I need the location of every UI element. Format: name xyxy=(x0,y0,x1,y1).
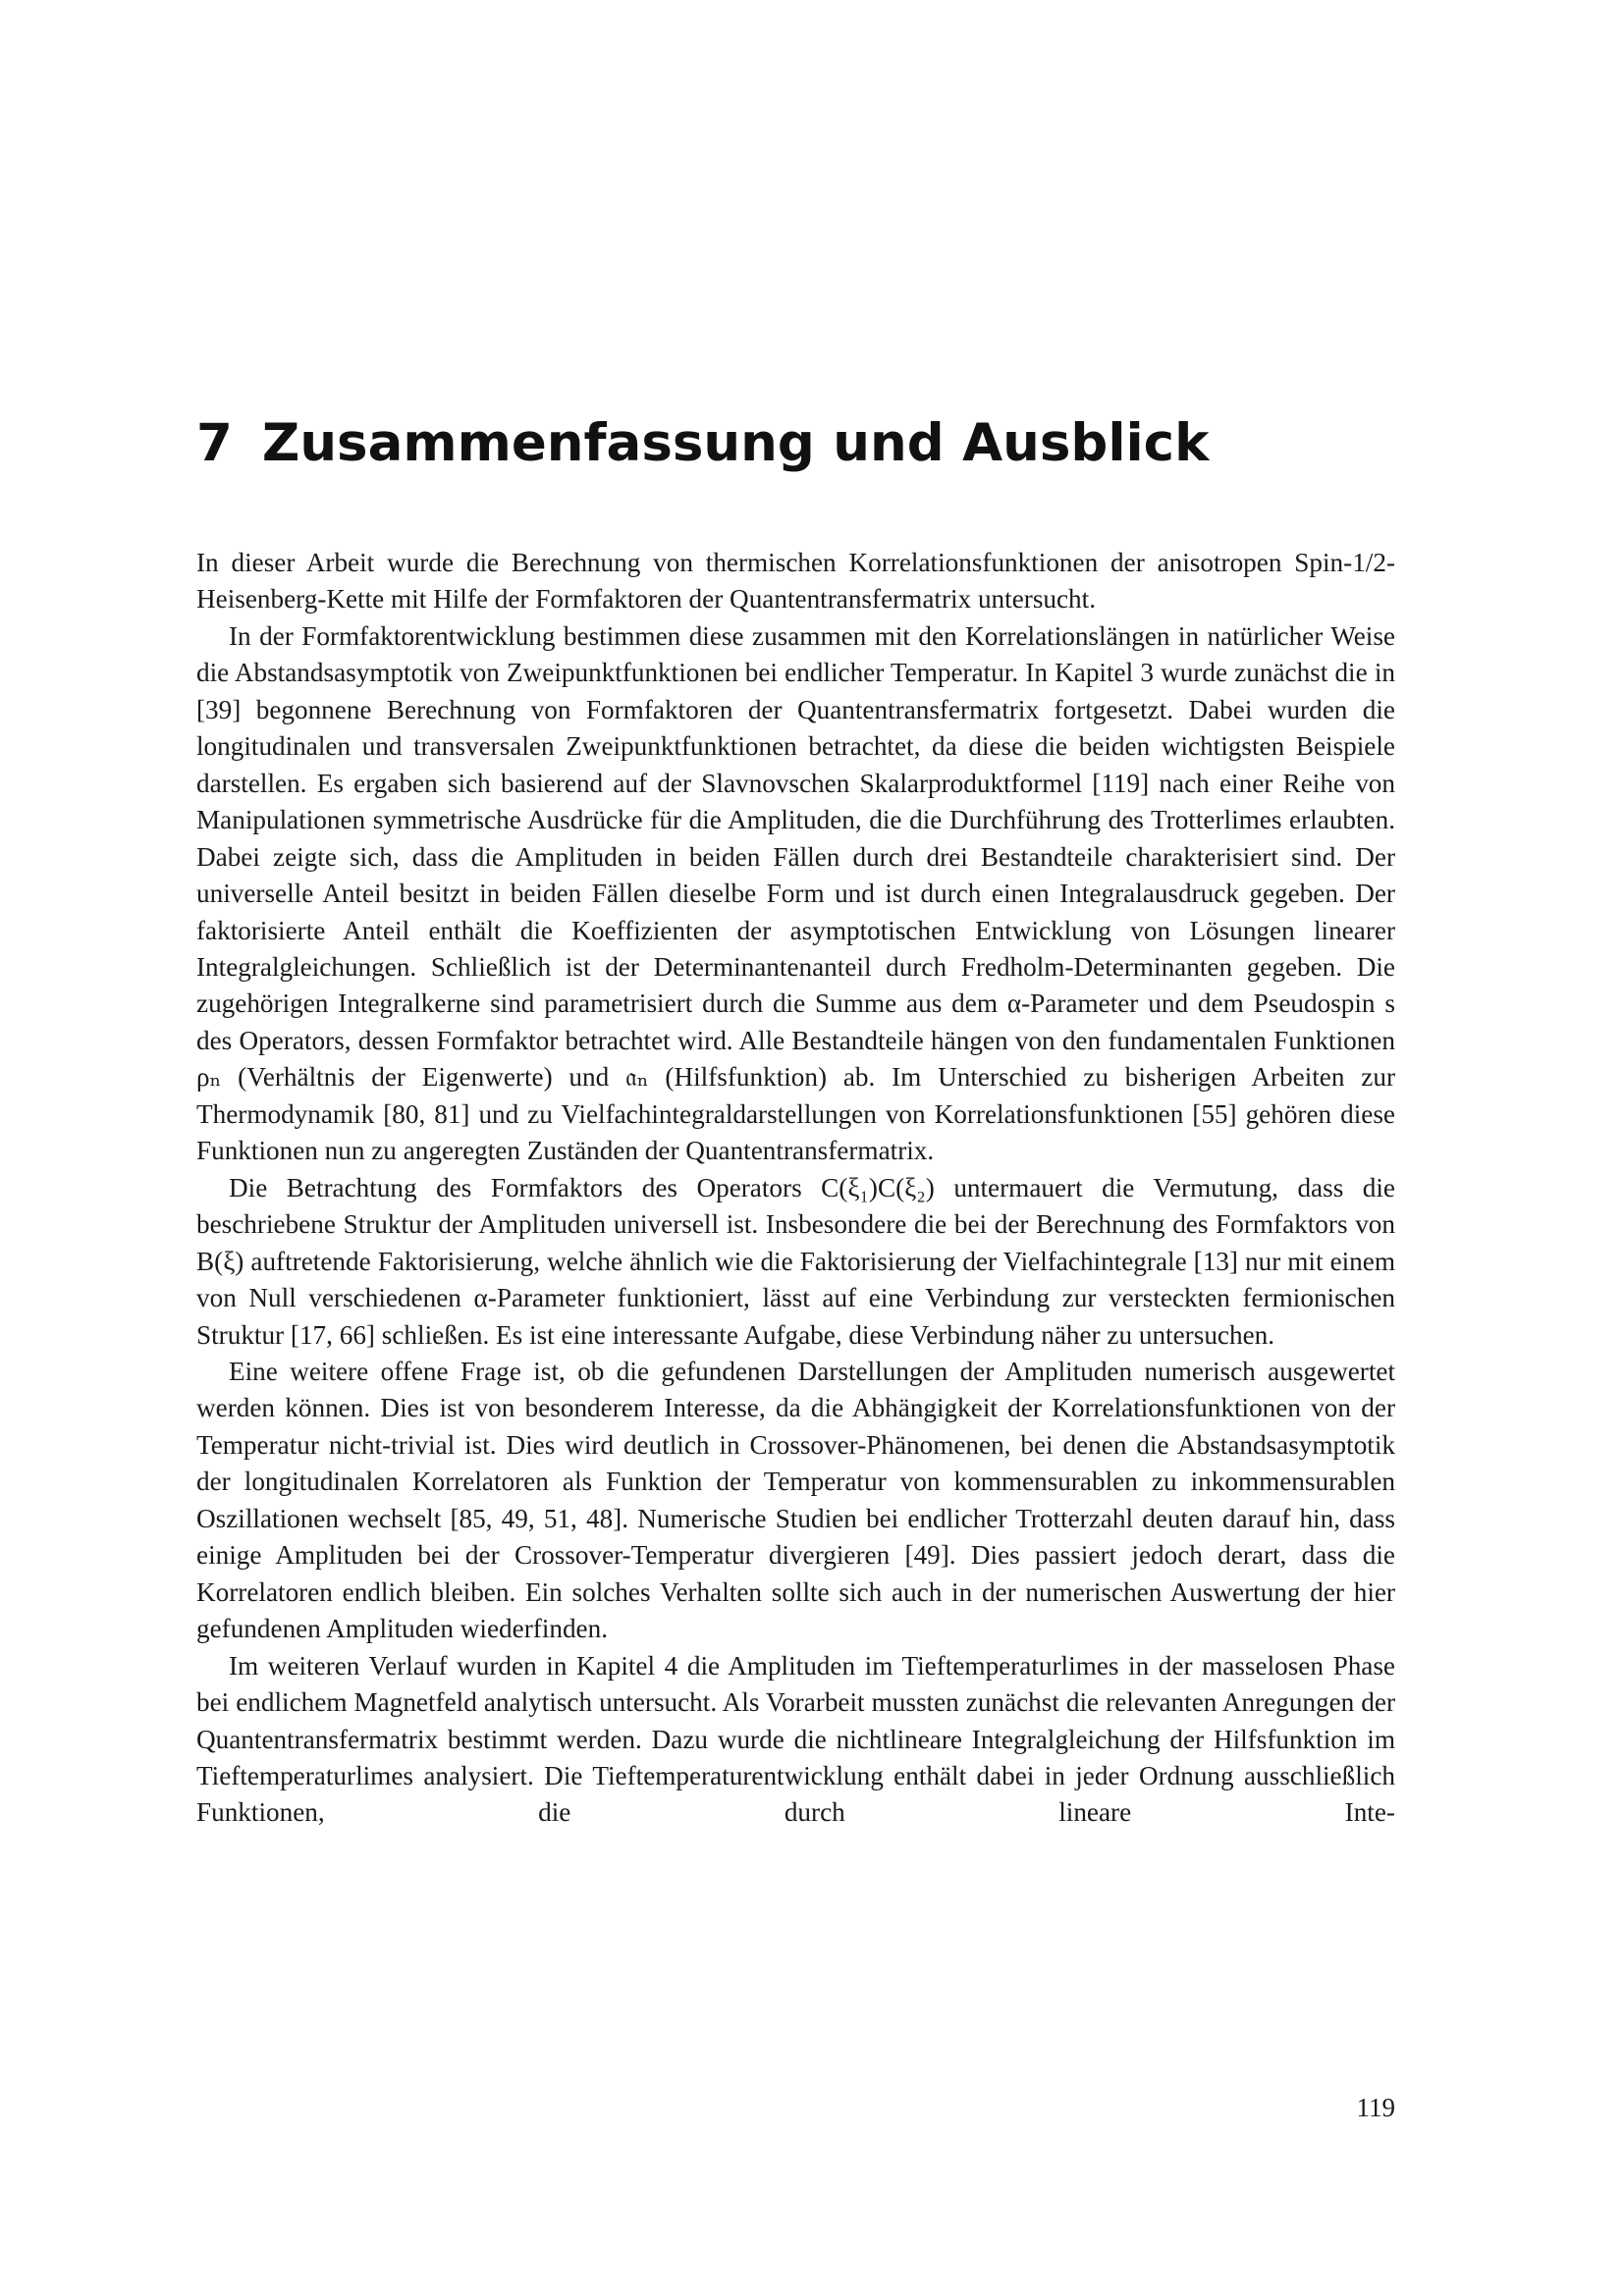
chapter-heading xyxy=(196,410,1394,477)
paragraph-3: Die Betrachtung des Formfaktors des Operators C(ξ₁)C(ξ₂) untermauert die Vermutung, dass die beschriebene Struktur der Amplituden universell ist. Insbesondere die bei der Berechnung des Formfaktors von B(ξ) auftretende Faktorisierung, welche ähnlich wie die Faktorisierung der Vielfachintegrale [13] nur mit einem von Null verschiedenen α-Parameter funktioniert, lässt auf eine Verbindung zur versteckten fermionischen Struktur [17, 66] schließen. Es ist eine interessante Aufgabe, diese Verbindung näher zu untersuchen. xyxy=(196,1172,1395,1350)
paragraph-2: In der Formfaktorentwicklung bestimmen diese zusammen mit den Korrelationslängen in natürlicher Weise die Abstandsasymptotik von Zweipunktfunktionen bei endlicher Temperatur. In Kapitel 3 wurde zunächst die in [39] begonnene Berechnung von Formfaktoren der Quantentransfermatrix fortgesetzt. Dabei wurden die longitudinalen und transversalen Zweipunktfunktionen betrachtet, da diese die beiden wichtigsten Beispiele darstellen. Es ergaben sich basierend auf der Slavnovschen Skalarproduktformel [119] nach einer Reihe von Manipulationen symmetrische Ausdrücke für die Amplituden, die die Durchführung des Trotterlimes erlaubten. Dabei zeigte sich, dass die Amplituden in beiden Fällen durch drei Bestandteile charakterisiert sind. Der universelle Anteil besitzt in beiden Fällen dieselbe Form und ist durch einen Integralausdruck gegeben. Der faktorisierte Anteil enthält die Koeffizienten der asymptotischen Entwicklung von Lösungen linearer Integralgleichungen. Schließlich ist der Determinantenanteil durch Fredholm-Determinanten gegeben. Die zugehörigen Integralkerne sind parametrisiert durch die Summe aus dem α-Parameter und dem Pseudospin s des Operators, dessen Formfaktor betrachtet wird. Alle Bestandteile hängen von den fundamentalen Funktionen ρₙ (Verhältnis der Eigenwerte) und 𝔞ₙ (Hilfsfunktion) ab. Im Unterschied zu bisherigen Arbeiten zur Thermodynamik [80, 81] und zu Vielfachintegraldarstellungen von Korrelationsfunktionen [55] gehören diese Funktionen nun zu angeregten Zuständen der Quantentransfermatrix. xyxy=(196,620,1395,1166)
paragraph-4: Eine weitere offene Frage ist, ob die gefundenen Darstellungen der Amplituden numerisch ausgewertet werden können. Dies ist von besonderem Interesse, da die Abhängigkeit der Korrelationsfunktionen von der Temperatur nicht-trivial ist. Dies wird deutlich in Crossover-Phänomenen, bei denen die Abstandsasymptotik der longitudinalen Korrelatoren als Funktion der Temperatur von kommensurablen zu inkommensurablen Oszillationen wechselt [85, 49, 51, 48]. Numerische Studien bei endlicher Trotterzahl deuten darauf hin, dass einige Amplituden bei der Crossover-Temperatur divergieren [49]. Dies passiert jedoch derart, dass die Korrelatoren endlich bleiben. Ein solches Verhalten sollte sich auch in der numerischen Auswertung der hier gefundenen Amplituden wiederfinden. xyxy=(196,1356,1395,1644)
body-text xyxy=(196,545,1395,1832)
paragraph-1: In dieser Arbeit wurde die Berechnung von thermischen Korrelationsfunktionen der anisotropen Spin-1/2-Heisenberg-Kette mit Hilfe der Formfaktoren der Quantentransfermatrix untersucht. xyxy=(196,548,1395,614)
chapter-number: 7 xyxy=(196,413,233,473)
chapter-title: Zusammenfassung und Ausblick xyxy=(261,413,1210,473)
page-number: 119 xyxy=(1356,2093,1395,2122)
paragraph-5: Im weiteren Verlauf wurden in Kapitel 4 die Amplituden im Tieftemperaturlimes in der masselosen Phase bei endlichem Magnetfeld analytisch untersucht. Als Vorarbeit mussten zunächst die relevanten Anregungen der Quantentransfermatrix bestimmt werden. Dazu wurde die nichtlineare Integralgleichung der Hilfsfunktion im Tieftemperaturlimes analysiert. Die Tieftemperaturentwicklung enthält dabei in jeder Ordnung ausschließlich Funktionen, die durch lineare Inte- xyxy=(196,1650,1395,1828)
